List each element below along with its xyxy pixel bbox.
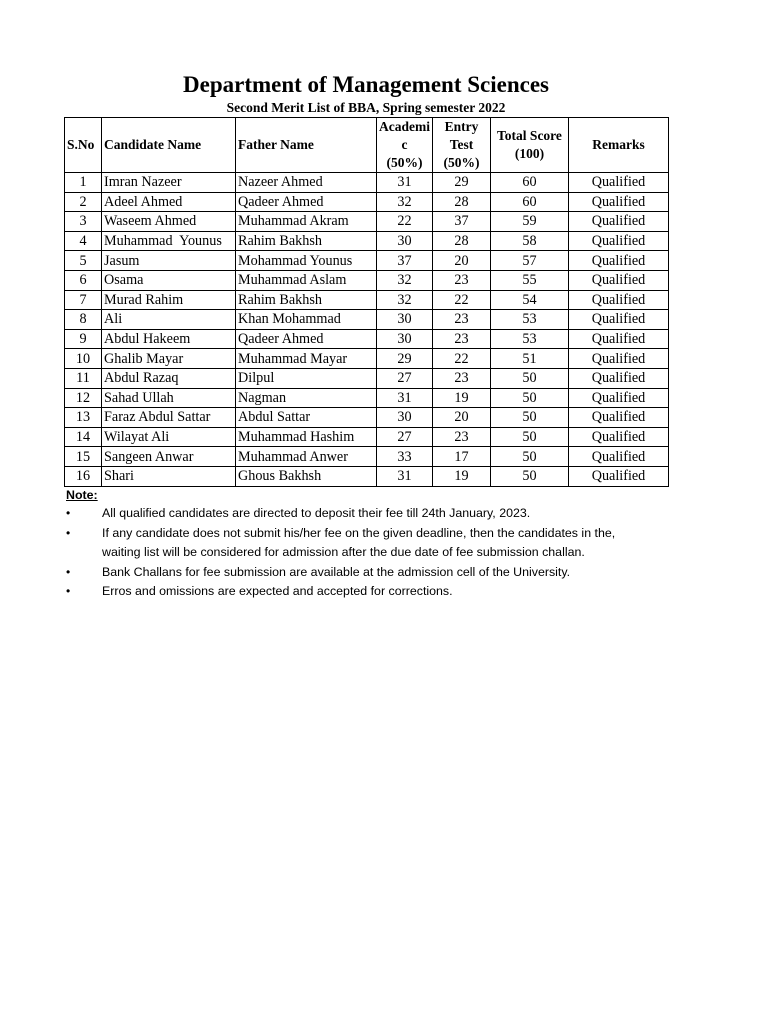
cell-academic: 30 (377, 231, 433, 251)
note-item (66, 524, 706, 544)
header-sno: S.No (65, 118, 102, 173)
note-section (66, 486, 706, 602)
cell-sno: 16 (65, 466, 102, 486)
cell-sno: 2 (65, 192, 102, 212)
cell-academic: 31 (377, 173, 433, 193)
cell-sno: 3 (65, 212, 102, 232)
cell-remarks: Qualified (569, 349, 669, 369)
cell-total-score: 50 (491, 368, 569, 388)
cell-academic: 27 (377, 427, 433, 447)
cell-sno: 15 (65, 447, 102, 467)
note-label: Note: (66, 488, 98, 502)
cell-candidate-name: Osama (102, 270, 236, 290)
page-subtitle: Second Merit List of BBA, Spring semester 2022 (226, 100, 506, 115)
merit-list-table (64, 117, 669, 487)
cell-candidate-name: Abdul Hakeem (102, 329, 236, 349)
cell-sno: 9 (65, 329, 102, 349)
cell-entry-test: 23 (433, 270, 491, 290)
header-entry-line2: Test (449, 137, 474, 152)
cell-total-score: 60 (491, 192, 569, 212)
cell-total-score: 50 (491, 447, 569, 467)
header-candidate-name: Candidate Name (102, 118, 236, 173)
cell-candidate-name: Ali (102, 310, 236, 330)
bullet-icon: • (66, 584, 71, 598)
cell-candidate-name: Waseem Ahmed (102, 212, 236, 232)
cell-academic: 22 (377, 212, 433, 232)
note-item-text: Erros and omissions are expected and accepted for corrections. (102, 584, 453, 598)
cell-candidate-name: Wilayat Ali (102, 427, 236, 447)
table-row (65, 466, 669, 486)
cell-candidate-name: Ghalib Mayar (102, 349, 236, 369)
note-item-text: If any candidate does not submit his/her fee on the given deadline, then the candidates in the, (102, 525, 616, 540)
cell-father-name: Nagman (236, 388, 377, 408)
cell-academic: 27 (377, 368, 433, 388)
table-row (65, 173, 669, 193)
table-row (65, 388, 669, 408)
cell-entry-test: 28 (433, 231, 491, 251)
cell-total-score: 57 (491, 251, 569, 271)
cell-academic: 33 (377, 447, 433, 467)
cell-total-score: 60 (491, 173, 569, 193)
cell-entry-test: 37 (433, 212, 491, 232)
header-academic-line3: (50%) (386, 155, 423, 170)
cell-total-score: 50 (491, 466, 569, 486)
cell-candidate-name: Shari (102, 466, 236, 486)
cell-remarks: Qualified (569, 408, 669, 428)
cell-sno: 4 (65, 231, 102, 251)
note-list (66, 504, 706, 602)
cell-father-name: Muhammad Hashim (236, 427, 377, 447)
cell-total-score: 53 (491, 310, 569, 330)
cell-academic: 30 (377, 329, 433, 349)
cell-remarks: Qualified (569, 388, 669, 408)
cell-father-name: Khan Mohammad (236, 310, 377, 330)
table-row (65, 212, 669, 232)
cell-candidate-name: Faraz Abdul Sattar (102, 408, 236, 428)
cell-entry-test: 20 (433, 251, 491, 271)
cell-remarks: Qualified (569, 368, 669, 388)
note-item (66, 563, 706, 583)
cell-total-score: 50 (491, 408, 569, 428)
cell-academic: 30 (377, 310, 433, 330)
cell-academic: 31 (377, 466, 433, 486)
cell-sno: 7 (65, 290, 102, 310)
cell-remarks: Qualified (569, 427, 669, 447)
cell-father-name: Abdul Sattar (236, 408, 377, 428)
header-father-name: Father Name (236, 118, 377, 173)
table-row (65, 251, 669, 271)
cell-remarks: Qualified (569, 231, 669, 251)
cell-academic: 32 (377, 270, 433, 290)
cell-father-name: Rahim Bakhsh (236, 231, 377, 251)
cell-sno: 11 (65, 368, 102, 388)
cell-remarks: Qualified (569, 192, 669, 212)
note-item-text: All qualified candidates are directed to deposit their fee till 24th January, 2023. (102, 506, 531, 520)
cell-sno: 8 (65, 310, 102, 330)
cell-father-name: Dilpul (236, 368, 377, 388)
cell-remarks: Qualified (569, 270, 669, 290)
cell-total-score: 50 (491, 388, 569, 408)
table-row (65, 427, 669, 447)
table-row (65, 290, 669, 310)
note-item-continuation (66, 543, 706, 563)
header-entry-line1: Entry (444, 119, 479, 134)
bullet-icon: • (66, 525, 71, 540)
cell-entry-test: 20 (433, 408, 491, 428)
cell-remarks: Qualified (569, 251, 669, 271)
note-item (66, 504, 706, 524)
page-title: Department of Management Sciences (183, 72, 549, 97)
header-total-score (491, 118, 569, 173)
table-row (65, 368, 669, 388)
cell-academic: 37 (377, 251, 433, 271)
cell-father-name: Ghous Bakhsh (236, 466, 377, 486)
cell-remarks: Qualified (569, 329, 669, 349)
table-header-row (65, 118, 669, 173)
cell-sno: 14 (65, 427, 102, 447)
cell-entry-test: 28 (433, 192, 491, 212)
cell-total-score: 58 (491, 231, 569, 251)
cell-father-name: Muhammad Anwer (236, 447, 377, 467)
cell-entry-test: 23 (433, 427, 491, 447)
cell-candidate-name: Sahad Ullah (102, 388, 236, 408)
cell-total-score: 50 (491, 427, 569, 447)
cell-father-name: Muhammad Akram (236, 212, 377, 232)
cell-sno: 6 (65, 270, 102, 290)
cell-entry-test: 23 (433, 310, 491, 330)
table-row (65, 329, 669, 349)
bullet-icon: • (66, 564, 71, 579)
header-academic (377, 118, 433, 173)
cell-sno: 1 (65, 173, 102, 193)
header-total-line1: Total Score (497, 128, 562, 143)
bullet-icon: • (66, 506, 71, 520)
cell-academic: 32 (377, 192, 433, 212)
note-item-text: waiting list will be considered for admission after the due date of fee submission challan. (102, 545, 585, 559)
table-row (65, 270, 669, 290)
cell-sno: 13 (65, 408, 102, 428)
table-row (65, 192, 669, 212)
cell-candidate-name: Abdul Razaq (102, 368, 236, 388)
cell-remarks: Qualified (569, 310, 669, 330)
header-academic-line1: Academi (379, 119, 430, 134)
header-entry-line3: (50%) (443, 155, 480, 170)
cell-academic: 31 (377, 388, 433, 408)
cell-remarks: Qualified (569, 466, 669, 486)
cell-candidate-name: Muhammad Younus (102, 231, 236, 251)
table-row (65, 447, 669, 467)
cell-entry-test: 17 (433, 447, 491, 467)
cell-father-name: Muhammad Aslam (236, 270, 377, 290)
cell-entry-test: 23 (433, 329, 491, 349)
cell-father-name: Muhammad Mayar (236, 349, 377, 369)
cell-father-name: Nazeer Ahmed (236, 173, 377, 193)
cell-candidate-name: Imran Nazeer (102, 173, 236, 193)
cell-total-score: 53 (491, 329, 569, 349)
cell-academic: 29 (377, 349, 433, 369)
cell-candidate-name: Adeel Ahmed (102, 192, 236, 212)
cell-sno: 10 (65, 349, 102, 369)
header-entry-test (433, 118, 491, 173)
cell-remarks: Qualified (569, 447, 669, 467)
header-academic-line2: c (401, 137, 408, 152)
table-row (65, 310, 669, 330)
cell-academic: 32 (377, 290, 433, 310)
cell-total-score: 59 (491, 212, 569, 232)
cell-entry-test: 23 (433, 368, 491, 388)
cell-father-name: Mohammad Younus (236, 251, 377, 271)
cell-father-name: Qadeer Ahmed (236, 192, 377, 212)
cell-candidate-name: Jasum (102, 251, 236, 271)
table-row (65, 349, 669, 369)
cell-candidate-name: Sangeen Anwar (102, 447, 236, 467)
cell-father-name: Qadeer Ahmed (236, 329, 377, 349)
header-remarks: Remarks (569, 118, 669, 173)
cell-total-score: 55 (491, 270, 569, 290)
cell-entry-test: 29 (433, 173, 491, 193)
cell-entry-test: 22 (433, 349, 491, 369)
cell-candidate-name: Murad Rahim (102, 290, 236, 310)
cell-total-score: 51 (491, 349, 569, 369)
cell-entry-test: 19 (433, 466, 491, 486)
header-total-line2: (100) (514, 146, 545, 161)
cell-remarks: Qualified (569, 173, 669, 193)
note-item-text: Bank Challans for fee submission are available at the admission cell of the University. (102, 564, 571, 579)
cell-sno: 12 (65, 388, 102, 408)
cell-entry-test: 22 (433, 290, 491, 310)
cell-entry-test: 19 (433, 388, 491, 408)
cell-father-name: Rahim Bakhsh (236, 290, 377, 310)
cell-remarks: Qualified (569, 290, 669, 310)
cell-total-score: 54 (491, 290, 569, 310)
cell-remarks: Qualified (569, 212, 669, 232)
table-row (65, 231, 669, 251)
note-item (66, 582, 706, 602)
table-row (65, 408, 669, 428)
cell-sno: 5 (65, 251, 102, 271)
cell-academic: 30 (377, 408, 433, 428)
